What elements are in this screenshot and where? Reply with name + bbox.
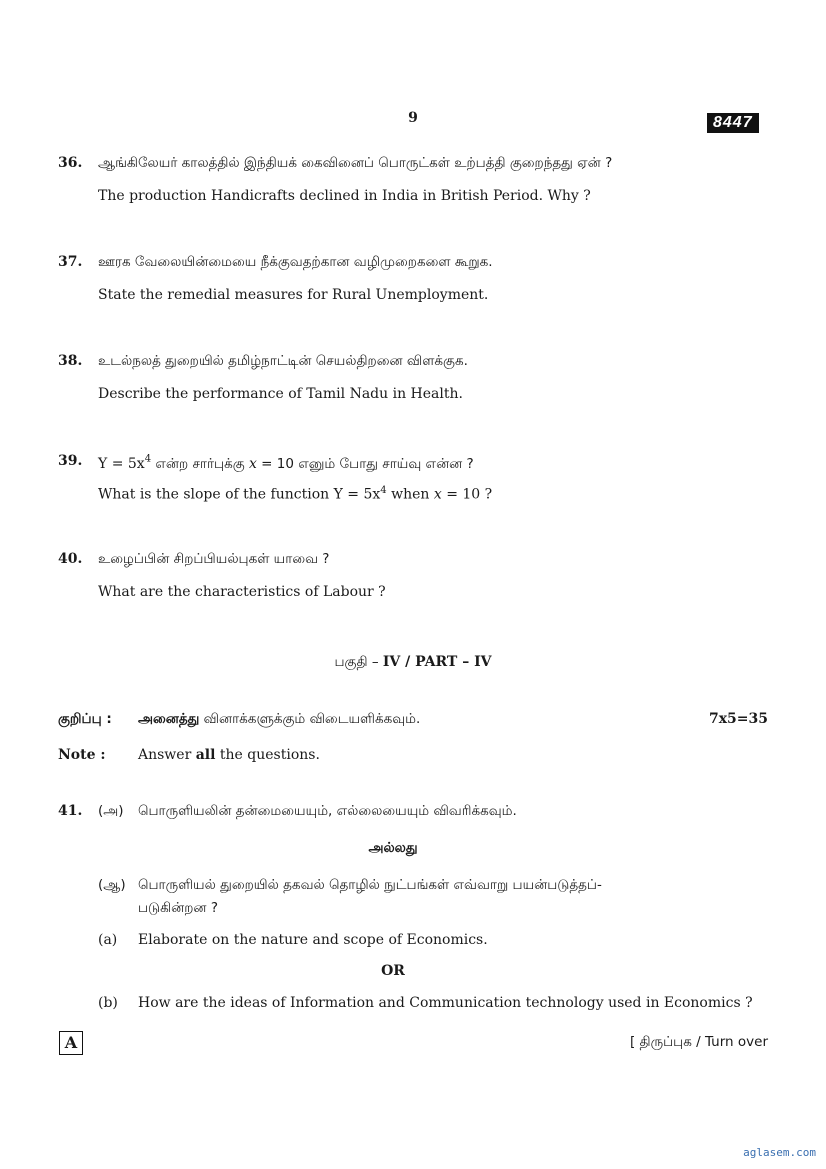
option-label: (b) <box>98 995 118 1011</box>
question-tamil: உழைப்பின் சிறப்பியல்புகள் யாவை ? <box>98 551 330 567</box>
option-label: (a) <box>98 932 118 948</box>
question-english: Describe the performance of Tamil Nadu in Health. <box>98 386 463 402</box>
instruction-label-english: Note : <box>58 747 106 763</box>
watermark: aglasem.com <box>743 1146 816 1159</box>
or-tamil: அல்லது <box>368 840 418 856</box>
or-english: OR <box>381 963 405 979</box>
question-number: 39. <box>58 453 83 469</box>
question-english: The production Handicrafts declined in India in British Period. Why ? <box>98 188 591 204</box>
option-a-english: Elaborate on the nature and scope of Economics. <box>138 932 488 948</box>
question-english: What are the characteristics of Labour ? <box>98 584 386 600</box>
turn-over: [ திருப்புக / Turn over <box>629 1034 768 1050</box>
instruction-english: Answer all the questions. <box>138 747 320 763</box>
page-number: 9 <box>408 110 418 126</box>
paper-code-badge: 8447 <box>707 113 759 133</box>
question-number: 38. <box>58 353 83 369</box>
instruction-tamil: அனைத்து வினாக்களுக்கும் விடையளிக்கவும். <box>138 711 421 727</box>
option-b-tamil-continued: படுகின்றன ? <box>138 900 218 916</box>
option-a-tamil: பொருளியலின் தன்மையையும், எல்லையையும் விவரிக்கவும். <box>138 803 517 819</box>
question-english: What is the slope of the function $Y = 5x^4$ when x = 10 ? <box>98 485 493 503</box>
question-tamil: ஆங்கிலேயர் காலத்தில் இந்தியக் கைவினைப் பொருட்கள் உற்பத்தி குறைந்தது ஏன் ? <box>98 155 613 171</box>
question-number: 36. <box>58 155 83 171</box>
question-number: 40. <box>58 551 83 567</box>
question-number: 37. <box>58 254 83 270</box>
question-tamil: $Y = 5x^4$ என்ற சார்புக்கு x = 10 எனும் போது சாய்வு என்ன ? <box>98 453 474 472</box>
option-b-english: How are the ideas of Information and Communication technology used in Economics ? <box>138 995 753 1011</box>
question-tamil: உடல்நலத் துறையில் தமிழ்நாட்டின் செயல்திறனை விளக்குக. <box>98 353 468 369</box>
section-heading: பகுதி – IV / PART – IV <box>334 654 492 670</box>
instruction-label-tamil: குறிப்பு : <box>58 711 112 727</box>
question-tamil: ஊரக வேலையின்மையை நீக்குவதற்கான வழிமுறைகளை கூறுக. <box>98 254 493 270</box>
option-label: (ஆ) <box>98 877 126 893</box>
option-b-tamil: பொருளியல் துறையில் தகவல் தொழில் நுட்பங்கள் எவ்வாறு பயன்படுத்தப்- <box>138 877 602 893</box>
version-box: A <box>59 1031 83 1055</box>
question-number: 41. <box>58 803 83 819</box>
option-label: (அ) <box>98 803 124 819</box>
question-english: State the remedial measures for Rural Unemployment. <box>98 287 489 303</box>
marks-scheme: 7x5=35 <box>708 711 768 727</box>
